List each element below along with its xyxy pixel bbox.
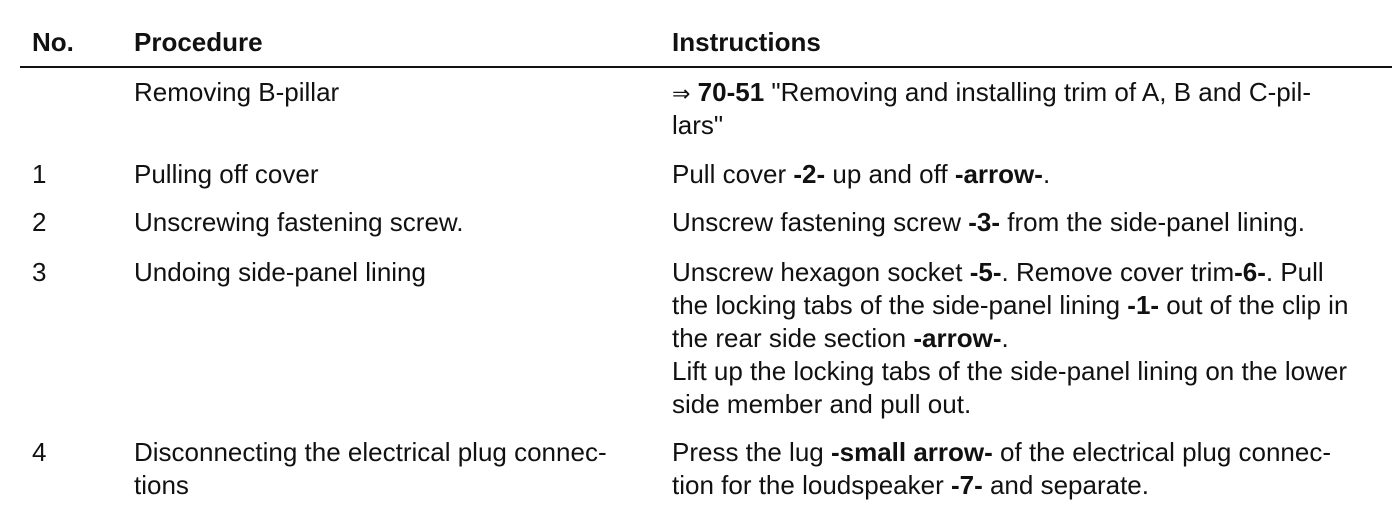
instruction-text: the locking tabs of the side-panel lining [672, 290, 1128, 320]
instruction-text: . [1001, 323, 1009, 353]
part-ref: -6- [1234, 257, 1266, 287]
instruction-text: Unscrew fastening screw [672, 207, 969, 237]
header-divider [20, 66, 1392, 68]
instruction-text: . Pull [1265, 257, 1324, 287]
procedure-cell: Pulling off cover [134, 159, 319, 189]
instructions-cell [672, 158, 1050, 191]
instruction-line [672, 436, 1331, 469]
procedure-cell: Unscrewing fastening screw. [134, 207, 464, 237]
instruction-text: Pull cover [672, 159, 794, 189]
step-number: 1 [32, 159, 47, 189]
step-number: 4 [32, 437, 47, 467]
instructions-cell [672, 436, 1331, 502]
instruction-line [672, 322, 1348, 355]
instruction-text: . Remove cover trim [1001, 257, 1235, 287]
instructions-cell [672, 256, 1348, 421]
header-instructions: Instructions [672, 27, 821, 57]
procedure-cell: Undoing side-panel lining [134, 257, 426, 287]
procedure-cell: Removing B-pillar [134, 77, 340, 107]
instruction-line: Lift up the locking tabs of the side-panel lining on the lower [672, 356, 1347, 386]
instructions-cell [672, 206, 1305, 239]
instruction-line: side member and pull out. [672, 389, 972, 419]
instruction-text: tion for the loudspeaker [672, 470, 951, 500]
instruction-text: out of the clip in [1159, 290, 1349, 320]
instruction-text: up and off [825, 159, 955, 189]
part-ref: -3- [968, 207, 1001, 237]
part-ref: -arrow- [913, 323, 1002, 353]
part-ref: -1- [1127, 290, 1160, 320]
instruction-text: . [1042, 159, 1051, 189]
instruction-text: and separate. [982, 470, 1149, 500]
instruction-line [672, 469, 1331, 502]
instruction-line: lars" [672, 110, 724, 140]
table-header [0, 26, 1392, 60]
header-procedure: Procedure [134, 27, 263, 57]
instruction-line [672, 76, 1311, 109]
procedure-line: Disconnecting the electrical plug connec- [134, 437, 607, 467]
reference-number: 70-51 [697, 77, 765, 107]
procedure-cell [134, 436, 607, 502]
reference-arrow-icon: ⇒ [672, 82, 691, 107]
instruction-text: from the side-panel lining. [1000, 207, 1305, 237]
instruction-text: the rear side section [672, 323, 914, 353]
procedure-line: tions [134, 470, 189, 500]
part-ref: -5- [969, 257, 1002, 287]
part-ref: -2- [793, 159, 826, 189]
instruction-text: of the electrical plug connec- [992, 437, 1332, 467]
part-ref: -small arrow- [830, 437, 993, 467]
step-number: 3 [32, 257, 47, 287]
instruction-text: Unscrew hexagon socket [672, 257, 970, 287]
step-number: 2 [32, 207, 47, 237]
instruction-line [672, 256, 1348, 289]
header-no: No. [32, 27, 74, 57]
instruction-line [672, 289, 1348, 322]
part-ref: -7- [950, 470, 983, 500]
instructions-cell [672, 76, 1311, 142]
part-ref: -arrow- [954, 159, 1043, 189]
instruction-text: Press the lug [672, 437, 831, 467]
reference-text: "Removing and installing trim of A, B and C-pil- [764, 77, 1311, 107]
